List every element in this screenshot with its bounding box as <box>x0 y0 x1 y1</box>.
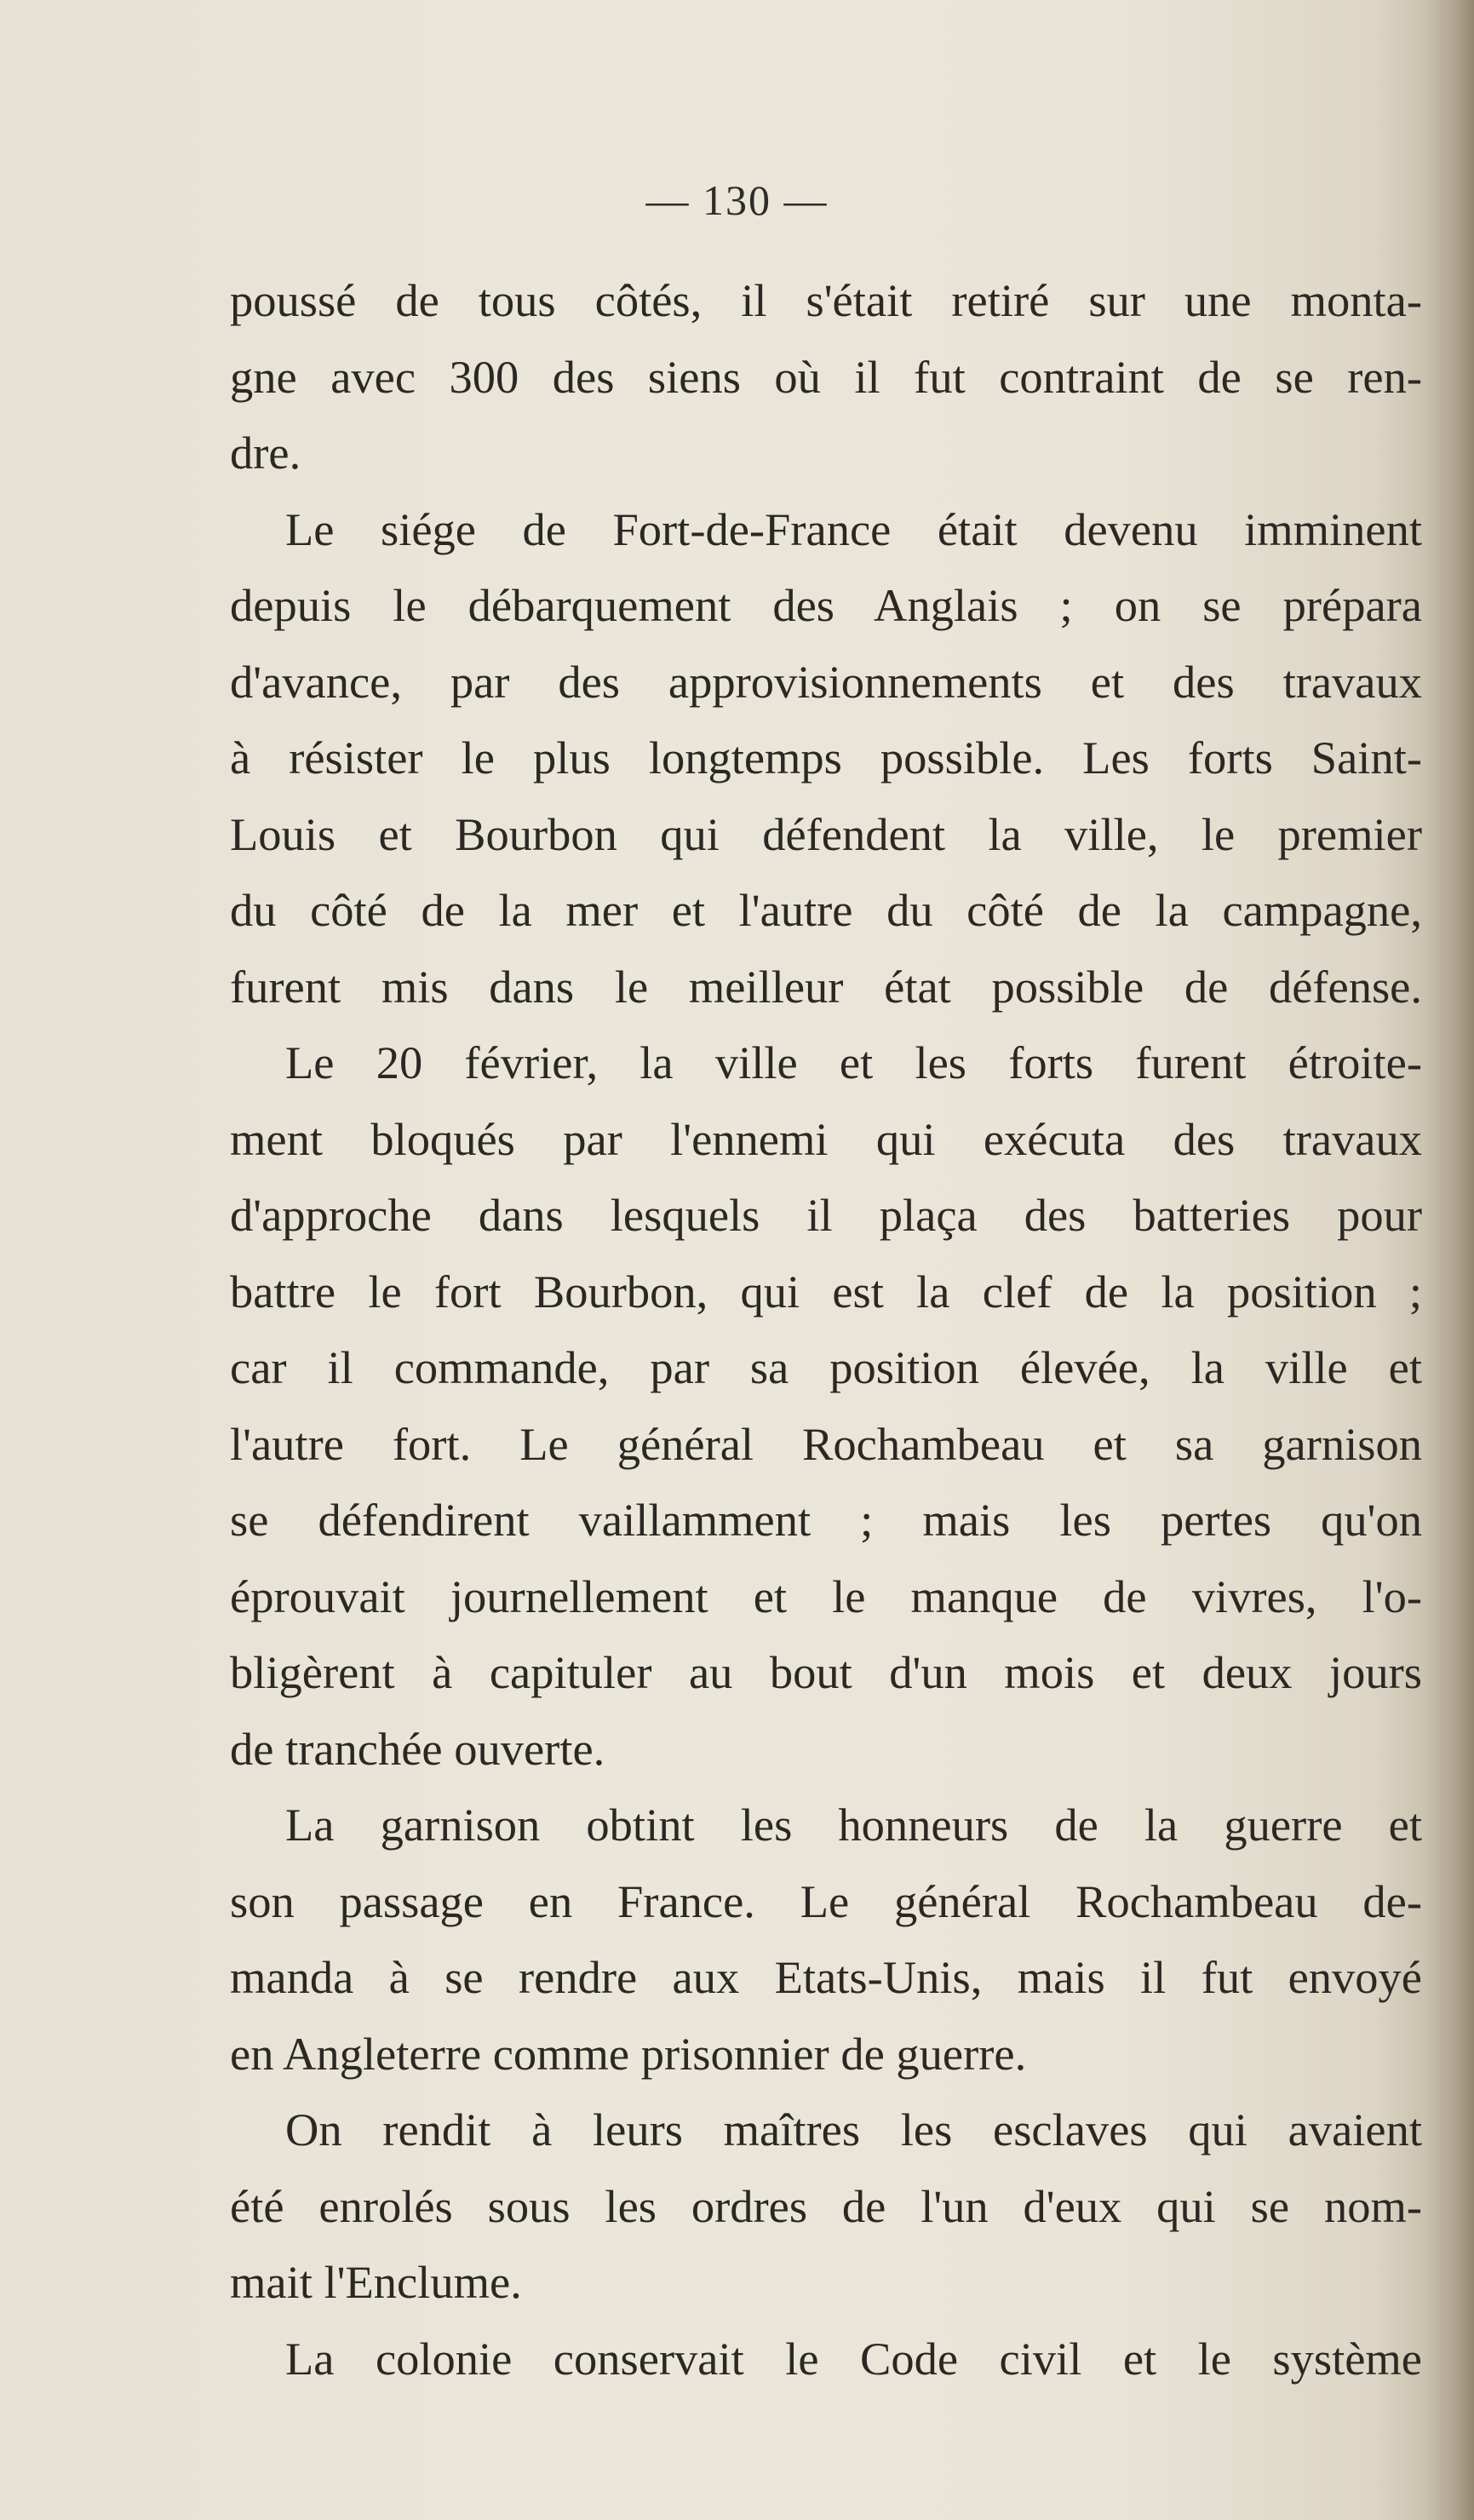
paragraph <box>230 2321 1422 2397</box>
text-line: son passage en France. Le général Rochambeau de- <box>230 1874 1422 1927</box>
paragraph <box>230 262 1422 491</box>
text-line: battre le fort Bourbon, qui est la clef de la position ; <box>230 1265 1422 1317</box>
paragraph <box>230 1787 1422 2092</box>
text-line: dre. <box>230 427 301 479</box>
text-line: Louis et Bourbon qui défendent la ville, le premier <box>230 807 1422 860</box>
text-line: à résister le plus longtemps possible. Les forts Saint- <box>230 732 1422 784</box>
text-line: d'approche dans lesquels il plaça des batteries pour <box>230 1189 1422 1241</box>
body-text <box>230 262 1422 2397</box>
text-line: Le siége de Fort-de-France était devenu imminent <box>285 502 1422 555</box>
text-line: en Angleterre comme prisonnier de guerre. <box>230 2027 1027 2080</box>
text-line: de tranchée ouverte. <box>230 1722 605 1775</box>
text-line: furent mis dans le meilleur état possible de défense. <box>230 960 1422 1013</box>
text-line: été enrolés sous les ordres de l'un d'eux qui se nom- <box>230 2179 1422 2232</box>
text-line: ment bloqués par l'ennemi qui exécuta des travaux <box>230 1112 1422 1165</box>
text-line: La colonie conservait le Code civil et le système <box>285 2332 1422 2385</box>
text-line: depuis le débarquement des Anglais ; on se prépara <box>230 579 1422 631</box>
text-line: La garnison obtint les honneurs de la guerre et <box>285 1799 1422 1851</box>
paragraph <box>230 491 1422 1025</box>
text-line: d'avance, par des approvisionnements et des travaux <box>230 655 1422 708</box>
text-line: poussé de tous côtés, il s'était retiré sur une monta- <box>230 274 1422 326</box>
text-line: éprouvait journellement et le manque de vivres, l'o- <box>230 1570 1422 1622</box>
page-number: — 130 — <box>645 176 829 224</box>
text-line: car il commande, par sa position élevée, la ville et <box>230 1341 1422 1393</box>
text-line: mait l'Enclume. <box>230 2256 522 2308</box>
text-line: manda à se rendre aux Etats-Unis, mais il fut envoyé <box>230 1951 1422 2003</box>
paragraph <box>230 2092 1422 2321</box>
page-edge-shadow <box>1423 0 1474 2520</box>
text-line: se défendirent vaillamment ; mais les pertes qu'on <box>230 1494 1422 1546</box>
text-line: l'autre fort. Le général Rochambeau et sa garnison <box>230 1417 1422 1470</box>
paragraph <box>230 1025 1422 1787</box>
text-line: bligèrent à capituler au bout d'un mois et deux jours <box>230 1646 1422 1698</box>
text-line: Le 20 février, la ville et les forts furent étroite- <box>285 1036 1422 1088</box>
text-line: On rendit à leurs maîtres les esclaves qui avaient <box>285 2104 1422 2155</box>
text-line: du côté de la mer et l'autre du côté de la campagne, <box>230 884 1422 936</box>
text-line: gne avec 300 des siens où il fut contraint de se ren- <box>230 350 1422 403</box>
